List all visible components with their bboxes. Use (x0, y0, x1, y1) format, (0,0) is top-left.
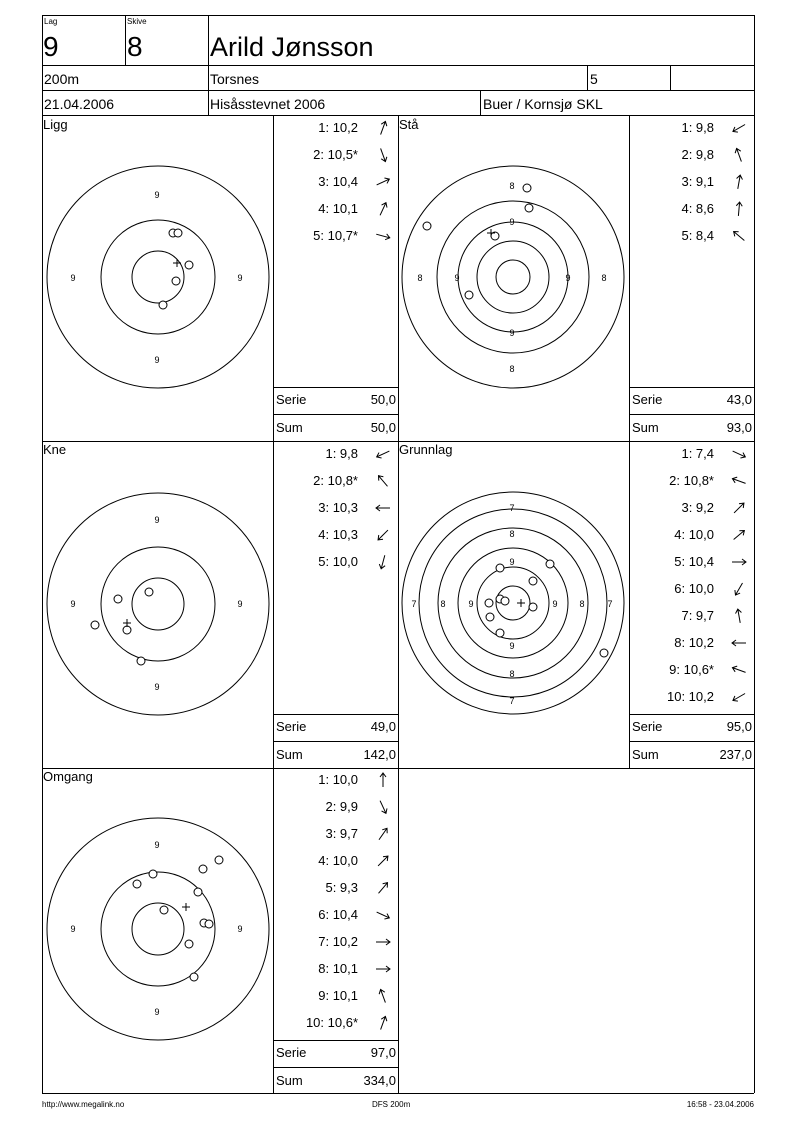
ring-label: 9 (237, 924, 243, 934)
shot-row (274, 880, 398, 896)
shot-row (274, 826, 398, 842)
direction-arrow-icon (728, 554, 750, 570)
ligg-sum-top (273, 414, 398, 415)
section-title-sta: Stå (399, 117, 419, 132)
target-ring (402, 492, 624, 714)
ligg-serie-value: 50,0 (370, 392, 396, 407)
section-title-grunnlag: Grunnlag (399, 442, 453, 457)
direction-arrow-icon (728, 500, 750, 516)
header-col-extra (670, 65, 671, 90)
lag-label: Lag (44, 17, 58, 26)
center-of-group-mark (173, 259, 181, 267)
shot-hole (423, 222, 431, 230)
shot-hole (91, 621, 99, 629)
target-ring (438, 528, 588, 678)
direction-arrow-icon (372, 473, 394, 489)
ring-label: 7 (607, 599, 613, 609)
shot-row (630, 500, 754, 516)
shot-hole (199, 865, 207, 873)
shot-hole (465, 291, 473, 299)
section-title-kne: Kne (43, 442, 67, 457)
direction-arrow-icon (728, 147, 750, 163)
ring-label: 9 (154, 840, 160, 850)
shot-row (274, 772, 398, 788)
shot-hole (529, 577, 537, 585)
direction-arrow-icon (372, 988, 394, 1004)
ring-label: 8 (601, 273, 607, 283)
ring-label: 9 (237, 599, 243, 609)
ring-label: 9 (70, 599, 76, 609)
target-ring (101, 220, 215, 334)
omgang-sum-value: 334,0 (363, 1073, 396, 1088)
direction-arrow-icon (372, 554, 394, 570)
target-ring (477, 241, 549, 313)
shot-row (274, 799, 398, 815)
shot-hole (133, 880, 141, 888)
shot-hole (159, 301, 167, 309)
event-name: Hisåsstevnet 2006 (210, 96, 326, 112)
shot-score: 5: 10,0 (318, 554, 358, 569)
direction-arrow-icon (728, 174, 750, 190)
shot-row (630, 527, 754, 543)
shooter-name: Arild Jønsson (210, 32, 374, 62)
shot-score: 1: 7,4 (681, 446, 714, 461)
skive-value: 8 (127, 31, 143, 62)
ring-label: 8 (440, 599, 446, 609)
shot-row (630, 473, 754, 489)
ring-label: 7 (411, 599, 417, 609)
direction-arrow-icon (372, 500, 394, 516)
direction-arrow-icon (372, 201, 394, 217)
shot-score: 9: 10,6* (669, 662, 714, 677)
shot-hole (174, 229, 182, 237)
ring-label: 9 (154, 682, 160, 692)
shot-hole (525, 204, 533, 212)
shot-row (274, 527, 398, 543)
ring-label: 8 (509, 669, 515, 679)
shot-row (274, 1015, 398, 1031)
ring-label: 9 (509, 328, 515, 338)
shot-score: 1: 10,2 (318, 120, 358, 135)
shot-row (630, 662, 754, 678)
header-col-club (480, 90, 481, 115)
shot-list-ligg (274, 120, 398, 380)
shot-row (630, 608, 754, 624)
ring-label: 8 (509, 529, 515, 539)
shot-score: 1: 9,8 (325, 446, 358, 461)
direction-arrow-icon (372, 120, 394, 136)
header-col-class (587, 65, 588, 90)
shot-hole (215, 856, 223, 864)
shot-score: 4: 10,0 (318, 853, 358, 868)
footer-url: http://www.megalink.no (42, 1100, 125, 1109)
direction-arrow-icon (372, 772, 394, 788)
ligg-serie-label: Serie (276, 392, 307, 407)
shot-score: 5: 10,7* (313, 228, 358, 243)
direction-arrow-icon (728, 527, 750, 543)
shot-hole (194, 888, 202, 896)
shot-row (274, 988, 398, 1004)
omgang-sum-label: Sum (276, 1073, 303, 1088)
ring-label: 9 (509, 641, 515, 651)
shot-score: 7: 9,7 (681, 608, 714, 623)
section-title-ligg: Ligg (43, 117, 68, 132)
shot-score: 3: 9,1 (681, 174, 714, 189)
shot-row (274, 907, 398, 923)
shot-hole (137, 657, 145, 665)
shot-score: 1: 9,8 (681, 120, 714, 135)
shot-hole (190, 973, 198, 981)
ring-label: 8 (509, 181, 515, 191)
header-divider-1 (42, 65, 754, 66)
sta-sum-top (629, 414, 754, 415)
ring-label: 9 (565, 273, 571, 283)
omgang-serie-label: Serie (276, 1045, 307, 1060)
shot-score: 2: 9,8 (681, 147, 714, 162)
target-kne (45, 493, 271, 719)
target-sta (400, 166, 626, 392)
shot-row (630, 174, 754, 190)
kne-serie-top (273, 714, 398, 715)
ring-label: 9 (509, 217, 515, 227)
shot-list-omgang (274, 772, 398, 1042)
kne-serie-label: Serie (276, 719, 307, 734)
frame-top (42, 15, 754, 16)
header-col-lag-skive (125, 15, 126, 65)
grunnlag-serie-value: 95,0 (726, 719, 752, 734)
ligg-serie-top (273, 387, 398, 388)
target-ring (132, 578, 184, 630)
direction-arrow-icon (372, 961, 394, 977)
direction-arrow-icon (372, 446, 394, 462)
shot-score: 3: 10,4 (318, 174, 358, 189)
kne-serie-value: 49,0 (370, 719, 396, 734)
shot-score: 10: 10,2 (667, 689, 714, 704)
shot-hole (496, 564, 504, 572)
shot-row (630, 228, 754, 244)
shot-score: 4: 10,3 (318, 527, 358, 542)
target-ring (496, 260, 530, 294)
center-of-group-mark (517, 599, 525, 607)
shot-row (274, 120, 398, 136)
shot-score: 4: 10,1 (318, 201, 358, 216)
target-grunnlag (400, 493, 626, 719)
section-title-omgang: Omgang (43, 769, 93, 784)
direction-arrow-icon (728, 662, 750, 678)
shot-score: 6: 10,4 (318, 907, 358, 922)
direction-arrow-icon (372, 826, 394, 842)
shot-hole (145, 588, 153, 596)
lag-value: 9 (43, 31, 59, 62)
direction-arrow-icon (728, 635, 750, 651)
ring-label: 9 (154, 190, 160, 200)
event-date: 21.04.2006 (44, 96, 115, 112)
ring-label: 8 (509, 364, 515, 374)
shot-score: 6: 10,0 (674, 581, 714, 596)
shot-hole (523, 184, 531, 192)
sta-serie-value: 43,0 (726, 392, 752, 407)
direction-arrow-icon (372, 1015, 394, 1031)
center-of-group-mark (123, 619, 131, 627)
header-divider-2 (42, 90, 754, 91)
ligg-sum-label: Sum (276, 420, 303, 435)
shot-row (630, 201, 754, 217)
target-ring (132, 903, 184, 955)
target-ring (101, 547, 215, 661)
direction-arrow-icon (372, 147, 394, 163)
shot-score: 3: 9,2 (681, 500, 714, 515)
grunnlag-serie-label: Serie (632, 719, 663, 734)
class-value: 5 (590, 71, 598, 87)
ring-label: 9 (70, 273, 76, 283)
shot-row (274, 961, 398, 977)
club-name: Buer / Kornsjø SKL (483, 96, 603, 112)
shot-hole (114, 595, 122, 603)
ring-label: 9 (552, 599, 558, 609)
ring-label: 9 (509, 557, 515, 567)
omgang-sum-top (273, 1067, 398, 1068)
shot-hole (486, 613, 494, 621)
sta-serie-top (629, 387, 754, 388)
shot-score: 8: 10,1 (318, 961, 358, 976)
ring-label: 8 (579, 599, 585, 609)
shot-hole (485, 599, 493, 607)
header-col-name (208, 15, 209, 115)
shot-row (274, 934, 398, 950)
shot-row (274, 853, 398, 869)
sta-sum-label: Sum (632, 420, 659, 435)
shot-score: 3: 9,7 (325, 826, 358, 841)
shot-score: 5: 10,4 (674, 554, 714, 569)
center-of-group-mark (182, 903, 190, 911)
ring-label: 7 (509, 503, 515, 513)
direction-arrow-icon (728, 201, 750, 217)
ring-label: 7 (509, 696, 515, 706)
grunnlag-sum-value: 237,0 (719, 747, 752, 762)
shot-hole (496, 629, 504, 637)
shot-score: 4: 8,6 (681, 201, 714, 216)
direction-arrow-icon (372, 880, 394, 896)
shot-list-sta (630, 120, 754, 380)
shot-score: 5: 8,4 (681, 228, 714, 243)
direction-arrow-icon (728, 120, 750, 136)
shot-row (630, 689, 754, 705)
frame-bottom (42, 1093, 754, 1094)
ring-label: 9 (468, 599, 474, 609)
shot-hole (501, 597, 509, 605)
shot-row (274, 500, 398, 516)
footer-timestamp: 16:58 - 23.04.2006 (686, 1100, 754, 1109)
shot-row (630, 635, 754, 651)
shot-row (630, 446, 754, 462)
shot-score: 5: 9,3 (325, 880, 358, 895)
ligg-sum-value: 50,0 (370, 420, 396, 435)
ring-label: 9 (237, 273, 243, 283)
shot-score: 10: 10,6* (305, 1015, 358, 1030)
shot-hole (546, 560, 554, 568)
shot-score: 4: 10,0 (674, 527, 714, 542)
shot-score: 7: 10,2 (318, 934, 358, 949)
ring-label: 9 (154, 1007, 160, 1017)
shot-score: 2: 9,9 (325, 799, 358, 814)
direction-arrow-icon (372, 527, 394, 543)
shot-score: 3: 10,3 (318, 500, 358, 515)
frame-left (42, 15, 43, 1093)
shot-hole (529, 603, 537, 611)
frame-right (754, 15, 755, 1093)
ring-label: 9 (154, 515, 160, 525)
col-divider-omgang (398, 768, 399, 1093)
target-ring (402, 166, 624, 388)
kne-sum-top (273, 741, 398, 742)
shot-row (274, 201, 398, 217)
omgang-serie-value: 97,0 (370, 1045, 396, 1060)
direction-arrow-icon (728, 446, 750, 462)
direction-arrow-icon (728, 473, 750, 489)
shot-row (274, 174, 398, 190)
direction-arrow-icon (728, 689, 750, 705)
sta-sum-value: 93,0 (726, 420, 752, 435)
grunnlag-sum-label: Sum (632, 747, 659, 762)
grunnlag-sum-top (629, 741, 754, 742)
direction-arrow-icon (372, 934, 394, 950)
sta-serie-label: Serie (632, 392, 663, 407)
target-ring (458, 222, 571, 332)
ring-label: 8 (417, 273, 423, 283)
direction-arrow-icon (728, 228, 750, 244)
target-ligg (45, 166, 271, 392)
kne-sum-label: Sum (276, 747, 303, 762)
direction-arrow-icon (372, 853, 394, 869)
ring-label: 9 (70, 924, 76, 934)
direction-arrow-icon (728, 608, 750, 624)
shot-row (630, 120, 754, 136)
shot-score: 9: 10,1 (318, 988, 358, 1003)
direction-arrow-icon (372, 907, 394, 923)
kne-sum-value: 142,0 (363, 747, 396, 762)
shot-row (630, 581, 754, 597)
shot-hole (205, 920, 213, 928)
shot-list-kne (274, 446, 398, 706)
shot-row (274, 147, 398, 163)
shot-row (274, 554, 398, 570)
shot-row (274, 228, 398, 244)
shot-score: 8: 10,2 (674, 635, 714, 650)
shot-row (274, 473, 398, 489)
shot-hole (600, 649, 608, 657)
direction-arrow-icon (728, 581, 750, 597)
direction-arrow-icon (372, 228, 394, 244)
shot-hole (123, 626, 131, 634)
shot-list-grunnlag (630, 446, 754, 716)
shot-hole (160, 906, 168, 914)
shot-row (630, 147, 754, 163)
shot-row (274, 446, 398, 462)
shot-score: 2: 10,8* (669, 473, 714, 488)
shot-hole (185, 940, 193, 948)
skive-label: Skive (127, 17, 147, 26)
ring-label: 9 (154, 355, 160, 365)
shot-score: 2: 10,5* (313, 147, 358, 162)
shot-row (630, 554, 754, 570)
direction-arrow-icon (372, 799, 394, 815)
shot-hole (185, 261, 193, 269)
footer-program: DFS 200m (372, 1100, 411, 1109)
direction-arrow-icon (372, 174, 394, 190)
target-omgang (45, 818, 271, 1044)
range-name: Torsnes (210, 71, 260, 87)
ring-label: 9 (454, 273, 460, 283)
shot-hole (172, 277, 180, 285)
shot-score: 1: 10,0 (318, 772, 358, 787)
shot-score: 2: 10,8* (313, 473, 358, 488)
distance: 200m (44, 71, 80, 87)
shot-hole (149, 870, 157, 878)
